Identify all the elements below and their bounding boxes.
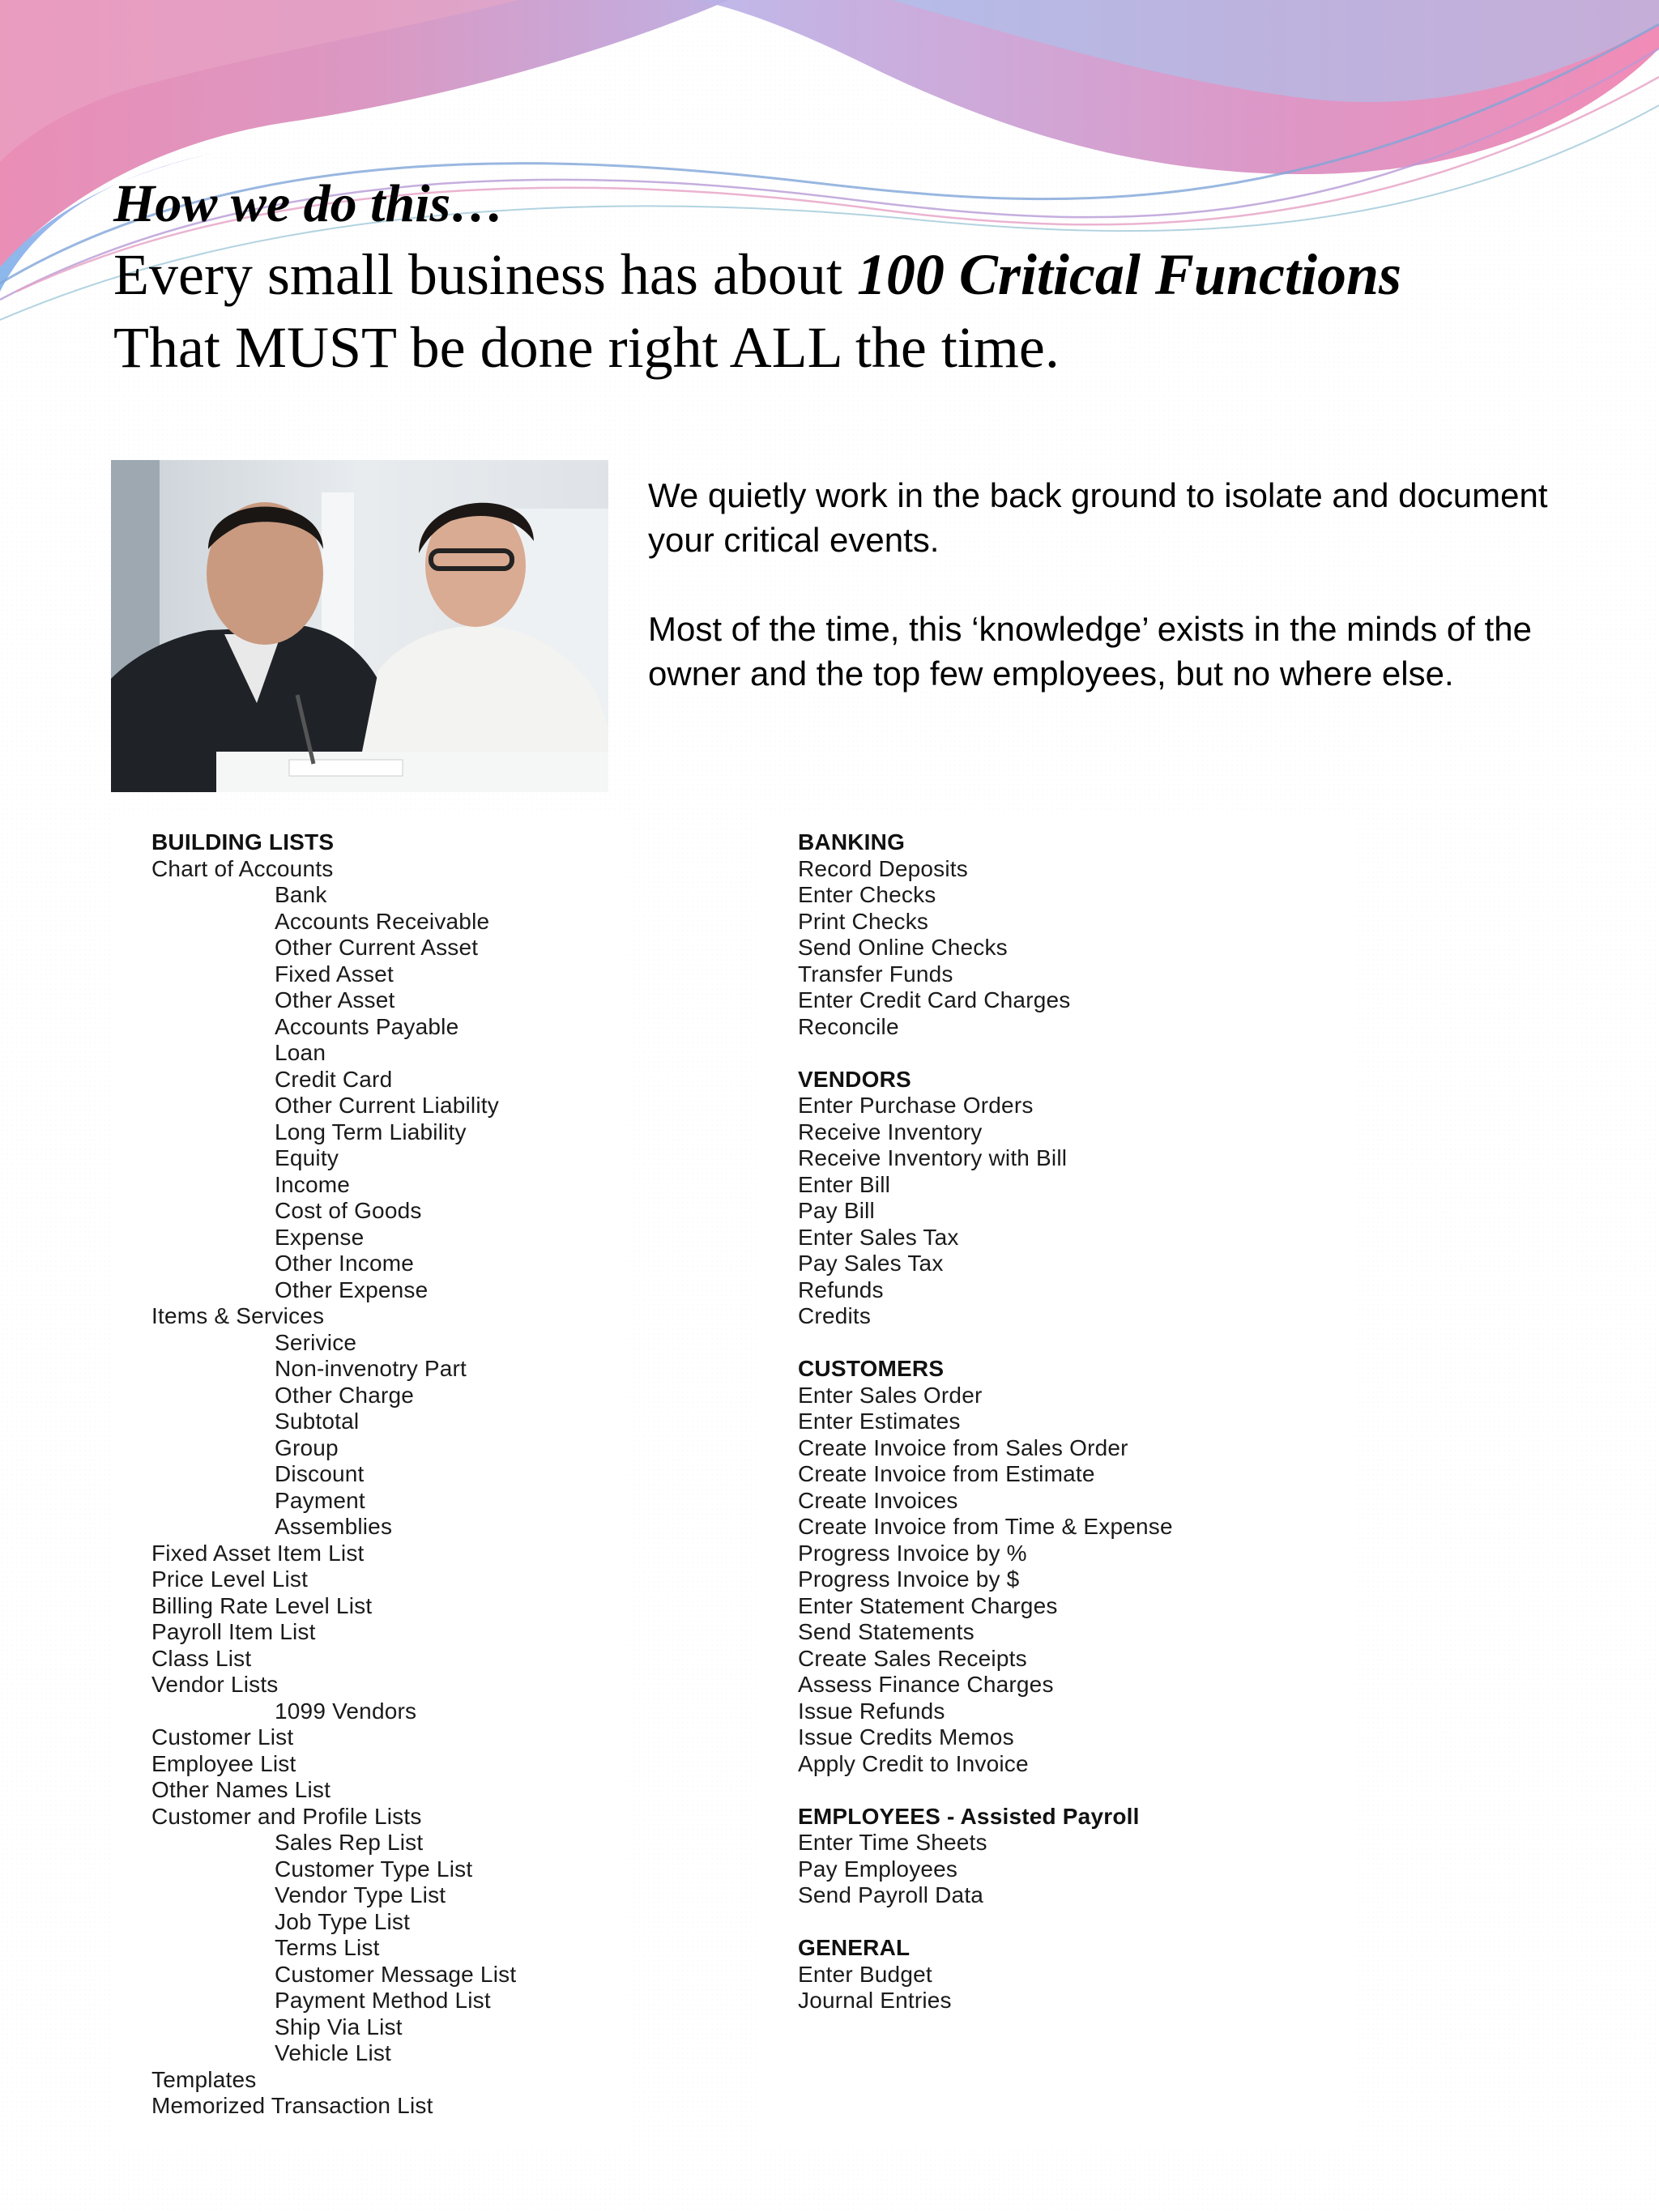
list-item: Enter Credit Card Charges [798,987,1071,1012]
list-item: Create Invoice from Time & Expense [798,1514,1173,1539]
list-item: Create Invoices [798,1487,958,1513]
list-item: Payroll Item List [151,1619,316,1644]
list-item: Terms List [275,1935,380,1960]
list-item: Pay Sales Tax [798,1251,944,1276]
list-item: Class List [151,1645,252,1671]
list-item: Income [275,1171,351,1197]
list-item: Enter Sales Tax [798,1224,959,1250]
list-item: Other Current Liability [275,1093,499,1118]
list-item: Long Term Liability [275,1119,467,1144]
list-item: Receive Inventory [798,1119,983,1144]
list-item: Employee List [151,1750,296,1776]
list-item: Chart of Accounts [151,855,334,881]
list-item: Assemblies [275,1514,393,1539]
list-item: Items & Services [151,1303,325,1328]
list-item: Enter Purchase Orders [798,1093,1034,1118]
list-section-heading: BANKING [798,829,906,855]
list-item: Other Charge [275,1382,415,1408]
list-item: Customer Type List [275,1856,473,1882]
transactions-panel [757,810,1357,2146]
list-item: Job Type List [275,1908,411,1934]
heading-line-two [113,238,1620,311]
list-item: Other Asset [275,987,395,1012]
list-item: Send Payroll Data [798,1882,984,1907]
list-item: Payment [275,1487,365,1513]
list-item: Record Deposits [798,855,968,881]
list-item: Fixed Asset Item List [151,1540,365,1566]
list-item: Customer Message List [275,1961,517,1987]
list-item: Assess Finance Charges [798,1672,1054,1697]
list-item: Send Statements [798,1619,975,1644]
list-item: Pay Bill [798,1198,875,1223]
list-item: Templates [151,2066,257,2092]
list-item: Expense [275,1224,365,1250]
list-section-heading: EMPLOYEES - Assisted Payroll [798,1803,1140,1829]
list-item: Journal Entries [798,1988,952,2013]
list-item: Pay Employees [798,1856,958,1882]
list-spacer [798,1909,1173,1936]
list-item: 1099 Vendors [275,1698,417,1724]
list-item: Enter Estimates [798,1409,961,1434]
slide-heading [113,170,1620,384]
list-item: Equity [275,1145,339,1170]
list-item: Other Current Asset [275,935,479,960]
list-item: Send Online Checks [798,935,1008,960]
list-item: Group [275,1434,339,1460]
list-item: Other Income [275,1251,415,1276]
list-item: Enter Bill [798,1171,891,1197]
list-item: Receive Inventory with Bill [798,1145,1068,1170]
list-item: Vehicle List [275,2040,392,2065]
list-item: Vendor Type List [275,1882,446,1907]
list-item: Enter Statement Charges [798,1592,1058,1618]
building-lists [151,829,516,2120]
list-item: Progress Invoice by $ [798,1566,1020,1592]
list-spacer [798,1330,1173,1357]
list-spacer [798,1777,1173,1804]
list-item: Other Names List [151,1777,331,1802]
intro-paragraph-1: We quietly work in the back ground to isolate and document your critical events. [648,476,1548,559]
list-item: Enter Checks [798,882,936,907]
list-item: Bank [275,882,327,907]
list-item: Create Invoice from Estimate [798,1461,1095,1486]
list-item: Customer List [151,1724,294,1750]
list-item: Issue Refunds [798,1698,945,1724]
list-item: Print Checks [798,908,929,934]
list-item: Credit Card [275,1066,393,1092]
list-item: Fixed Asset [275,961,394,987]
list-item: Discount [275,1461,365,1486]
heading-line-three: That MUST be done right ALL the time. [113,315,1060,380]
list-item: Ship Via List [275,2014,403,2039]
building-lists-panel [111,810,629,2146]
list-item: Create Invoice from Sales Order [798,1434,1128,1460]
list-item: Enter Budget [798,1961,932,1987]
heading-title: How we do this… [113,174,505,233]
list-item: Customer and Profile Lists [151,1803,422,1829]
list-item: Transfer Funds [798,961,953,987]
list-item: Other Expense [275,1276,429,1302]
list-spacer [798,1040,1173,1067]
list-item: Sales Rep List [275,1830,424,1855]
list-item: Cost of Goods [275,1198,422,1223]
list-section-heading: VENDORS [798,1066,911,1092]
list-item: Issue Credits Memos [798,1724,1014,1750]
list-item: Serivice [275,1329,357,1355]
list-item: Memorized Transaction List [151,2093,433,2118]
list-item: Price Level List [151,1566,309,1592]
list-item: Create Sales Receipts [798,1645,1027,1671]
list-item: Accounts Payable [275,1013,459,1039]
list-item: Credits [798,1303,872,1328]
list-item: Vendor Lists [151,1672,279,1697]
list-section-heading: CUSTOMERS [798,1356,945,1381]
list-item: Enter Time Sheets [798,1830,987,1855]
list-item: Subtotal [275,1409,360,1434]
list-section-heading: GENERAL [798,1935,911,1960]
business-meeting-photo [111,460,608,792]
heading-line-two-text: Every small business has about [113,242,857,307]
intro-text [648,473,1604,740]
list-item: Enter Sales Order [798,1382,983,1408]
list-section-heading: BUILDING LISTS [151,829,335,855]
photo-illustration [111,460,608,792]
list-item: Payment Method List [275,1988,491,2013]
list-item: Loan [275,1040,326,1065]
list-item: Billing Rate Level List [151,1592,373,1618]
list-item: Apply Credit to Invoice [798,1750,1029,1776]
heading-emphasis: 100 Critical Functions [856,242,1402,307]
list-item: Reconcile [798,1013,899,1039]
list-item: Refunds [798,1276,884,1302]
list-item: Progress Invoice by % [798,1540,1027,1566]
intro-paragraph-2: Most of the time, this ‘knowledge’ exists in the minds of the owner and the top few employees, but no where else. [648,610,1532,693]
transaction-lists [798,829,1173,2014]
list-item: Accounts Receivable [275,908,490,934]
list-item: Non-invenotry Part [275,1356,467,1381]
